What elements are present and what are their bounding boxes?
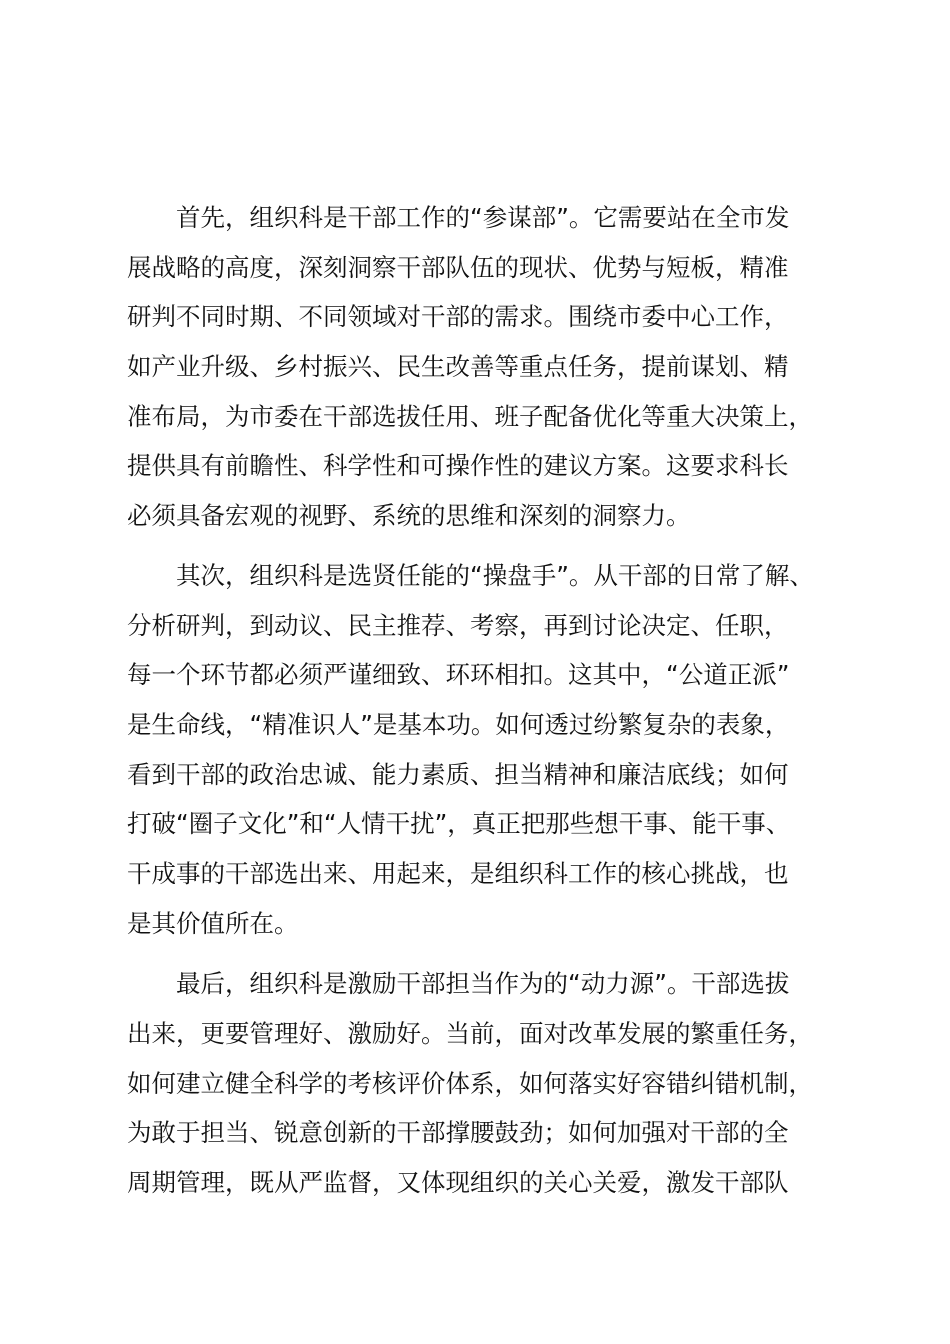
text-line: 如何建立健全科学的考核评价体系，如何落实好容错纠错机制， [127, 1068, 813, 1098]
text-line: 是其价值所在。 [127, 908, 299, 938]
paragraph-spacing [127, 948, 827, 959]
text-line: 如产业升级、乡村振兴、民生改善等重点任务，提前谋划、精 [127, 352, 789, 382]
text-line: 是生命线，“精准识人”是基本功。如何透过纷繁复杂的表象， [127, 709, 790, 739]
text-line: 最后，组织科是激励干部担当作为的“动力源”。干部选拔 [127, 969, 790, 999]
text-line: 打破“圈子文化”和“人情干扰”，真正把那些想干事、能干事、 [127, 809, 791, 839]
text-line: 研判不同时期、不同领域对干部的需求。围绕市委中心工作， [127, 302, 789, 332]
text-line: 必须具备宏观的视野、系统的思维和深刻的洞察力。 [127, 501, 691, 531]
paragraph-2 [127, 551, 827, 949]
paragraph-1 [127, 193, 827, 541]
text-line: 提供具有前瞻性、科学性和可操作性的建议方案。这要求科长 [127, 451, 789, 481]
paragraph-3 [127, 959, 827, 1207]
text-line: 首先，组织科是干部工作的“参谋部”。它需要站在全市发 [127, 203, 790, 232]
text-line: 看到干部的政治忠诚、能力素质、担当精神和廉洁底线；如何 [127, 759, 789, 789]
text-line: 干成事的干部选出来、用起来，是组织科工作的核心挑战，也 [127, 858, 789, 888]
body-text [127, 193, 827, 1208]
paragraph-spacing [127, 541, 827, 551]
text-line: 出来，更要管理好、激励好。当前，面对改革发展的繁重任务， [127, 1019, 813, 1048]
text-line: 分析研判，到动议、民主推荐、考察，再到讨论决定、任职， [127, 610, 789, 640]
text-line: 每一个环节都必须严谨细致、环环相扣。这其中，“公道正派” [127, 660, 790, 690]
text-line: 为敢于担当、锐意创新的干部撑腰鼓劲；如何加强对干部的全 [127, 1118, 789, 1148]
text-line: 准布局，为市委在干部选拔任用、班子配备优化等重大决策上， [127, 401, 813, 431]
text-line: 展战略的高度，深刻洞察干部队伍的现状、优势与短板，精准 [127, 252, 789, 282]
text-line: 其次，组织科是选贤任能的“操盘手”。从干部的日常了解、 [127, 560, 814, 590]
text-line: 周期管理，既从严监督，又体现组织的关心关爱，激发干部队 [127, 1168, 789, 1198]
